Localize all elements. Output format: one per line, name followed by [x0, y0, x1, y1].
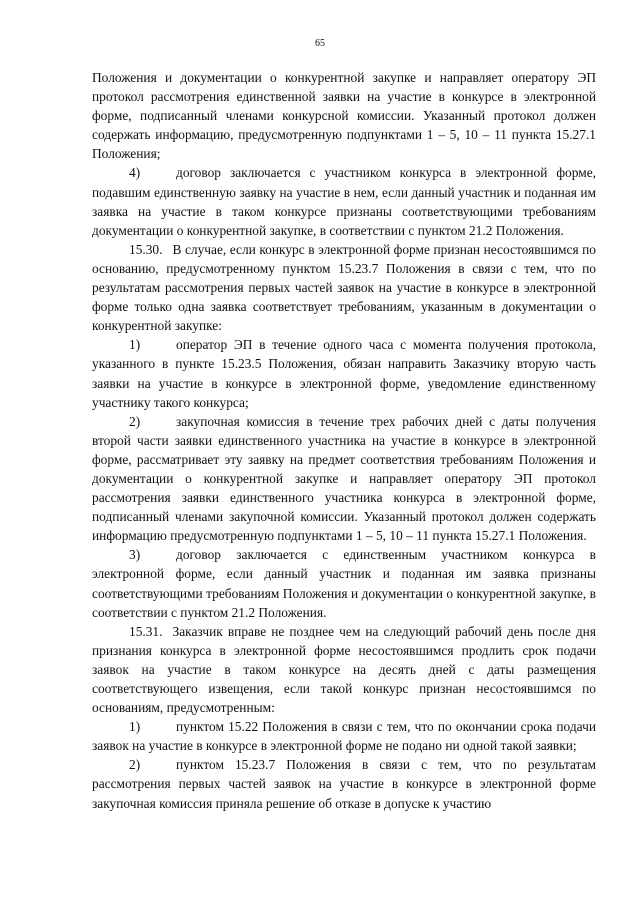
item-number: 1) — [129, 337, 141, 353]
page-number: 65 — [315, 38, 325, 49]
paragraph-item-3 — [92, 545, 596, 621]
document-body — [92, 68, 596, 813]
paragraph-item-2 — [92, 412, 596, 546]
paragraph-text: пунктом 15.23.7 Положения в связи с тем, что по результатам рассмотрения первых частей заявок на участие в конкурсе в электронной форме закупочная комиссия приняла решение об отказе в допуске к участию — [92, 757, 596, 811]
paragraph-section-15-30 — [92, 240, 596, 335]
paragraph-text: В случае, если конкурс в электронной форме признан несостоявшимся по основанию, предусмотренному пунктом 15.23.7 Положения в связи с тем, что по результатам рассмотрения первых частей заявок на участие в конкурсе в электронной форме только одна заявка соответствует требованиям, указанным в документации о конкурентной закупке: — [92, 241, 596, 334]
section-number: 15.30. — [129, 241, 163, 257]
paragraph-text: пунктом 15.22 Положения в связи с тем, что по окончании срока подачи заявок на участие в конкурсе в электронной форме не подано ни одной такой заявки; — [92, 719, 596, 754]
paragraph-item-1b — [92, 717, 596, 755]
paragraph-text: Заказчик вправе не позднее чем на следующий рабочий день после дня признания конкурса в электронной форме несостоявшимся продлить срок подачи заявок на участие в таком конкурсе на десять дней с даты размещения соответствующего извещения, если такой конкурс признан несостоявшимся по основаниям, предусмотренным: — [92, 623, 596, 716]
item-number: 2) — [129, 413, 141, 429]
paragraph-continuation: Положения и документации о конкурентной закупке и направляет оператору ЭП протокол рассмотрения единственной заявки на участие в конкурсе в электронной форме, подписанный членами конкурсной комиссии. Указанный протокол должен содержать информацию, предусмотренную подпунктами 1 – 5, 10 – 11 пункта 15.27.1 Положения; — [92, 70, 596, 162]
item-number: 3) — [129, 547, 141, 563]
paragraph-text: закупочная комиссия в течение трех рабочих дней с даты получения второй части заявки единственного участника на участие в конкурсе в электронной форме, рассматривает эту заявку на предмет соответствия требованиям Положения и документации о конкурентной закупке и направляет оператору ЭП протокол рассмотрения заявки единственного участника конкурса в электронной форме, подписанный членами закупочной комиссии. Указанный протокол должен содержать информацию предусмотренную подпунктами 1 – 5, 10 – 11 пункта 15.27.1 Положения. — [92, 413, 596, 544]
paragraph-text: оператор ЭП в течение одного часа с момента получения протокола, указанного в пункте 15.23.5 Положения, обязан направить Заказчику вторую часть заявки на участие в конкурсе в электронной форме, уведомление единственному участнику такого конкурса; — [92, 337, 596, 410]
paragraph-item-4 — [92, 163, 596, 239]
item-number: 4) — [129, 165, 141, 181]
section-number: 15.31. — [129, 623, 163, 639]
paragraph-item-2b — [92, 755, 596, 812]
paragraph-item-1 — [92, 335, 596, 411]
paragraph-text: договор заключается с единственным участником конкурса в электронной форме, если данный участник и поданная им заявка признаны соответствующими требованиям Положения и документации о конкурентной закупке, в соответствии с пунктом 21.2 Положения. — [92, 547, 596, 620]
paragraph-section-15-31 — [92, 622, 596, 717]
item-number: 2) — [129, 757, 141, 773]
item-number: 1) — [129, 719, 141, 735]
paragraph-text: договор заключается с участником конкурса в электронной форме, подавшим единственную заявку на участие в нем, если данный участник и поданная им заявка на участие в таком конкурсе признаны соответствующими требованиям документации о конкурентной закупке, в соответствии с пунктом 21.2 Положения. — [92, 165, 596, 238]
